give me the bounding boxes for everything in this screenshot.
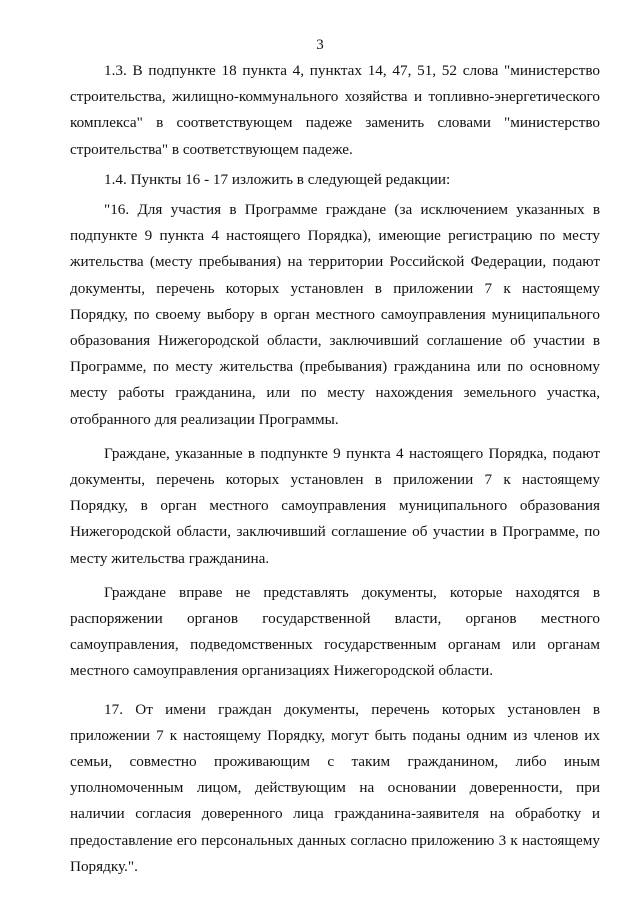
paragraph-17: 17. От имени граждан документы, перечень которых установлен в приложении 7 к настоящему Порядку, могут быть поданы одним из членов их семьи, совместно проживающим с таким гражданином, либо иным уполномоченным лицом, действующим на основании доверенности, при наличии согласия доверенного лица гражданина-заявителя на обработку и предоставление его персональных данных согласно приложению 3 к настоящему Порядку.". [70,700,600,875]
paragraph-citizens-point-9: Граждане, указанные в подпункте 9 пункта 4 настоящего Порядка, подают документы, перечень которых установлен в приложении 7 к настоящему Порядку, в орган местного самоуправления муниципального образования Нижегородской области, заключивший соглашение об участии в Программе, по месту жительства гражданина. [70,444,600,567]
paragraph-citizens-right: Граждане вправе не представлять документы, которые находятся в распоряжении органов государственной власти, органов местного самоуправления, подведомственных государственным органам или органам местного самоуправления организациях Нижегородской области. [70,583,600,680]
paragraph-1-4: 1.4. Пункты 16 - 17 изложить в следующей редакции: [104,170,451,188]
page-number: 3 [316,37,324,53]
document-body [70,58,600,880]
paragraph-1-3: 1.3. В подпункте 18 пункта 4, пунктах 14, 47, 51, 52 слова "министерство строительства, жилищно-коммунального хозяйства и топливно-энергетического комплекса" в соответствующем падеже заменить словами "министерство строительства" в соответствующем падеже. [70,62,600,158]
paragraph-16: "16. Для участия в Программе граждане (за исключением указанных в подпункте 9 пункта 4 настоящего Порядка), имеющие регистрацию по месту жительства (месту пребывания) на территории Российской Федерации, подают документы, перечень которых установлен в приложении 7 к настоящему Порядку, по своему выбору в орган местного самоуправления муниципального образования Нижегородской области, заключивший соглашение об участии в Программе, по месту жительства (пребывания) гражданина или по основному месту работы гражданина, или по месту нахождения земельного участка, отобранного для реализации Программы. [70,201,600,428]
